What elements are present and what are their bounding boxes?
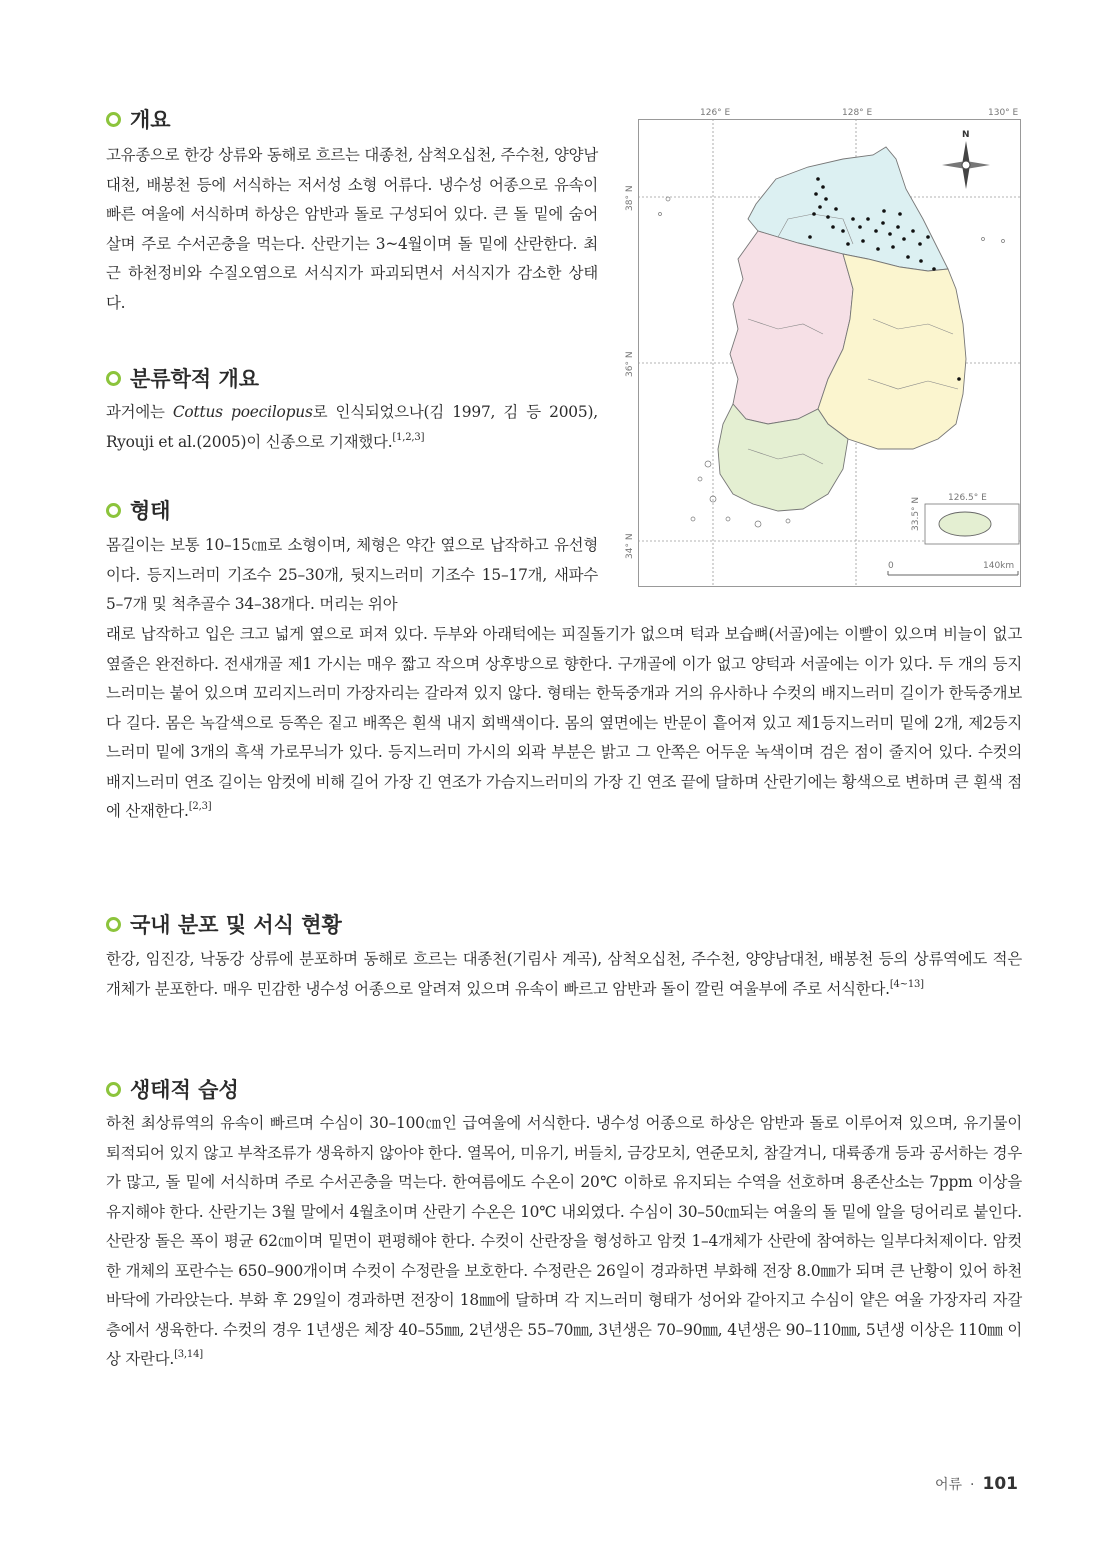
morphology-text: 래로 납작하고 입은 크고 넓게 옆으로 퍼져 있다. 두부와 아래턱에는 피질돌기가 없으며 턱과 보습뼈(서골)에는 이빨이 있으며 비늘이 없고 옆줄은 완전하다. 전새개골 제1 가시는 매우 짧고 작으며 상후방으로 향한다. 구개골에 이가 없고 양턱과 서골에는 이가 있다. 두 개의 등지느러미는 붙어 있으며 꼬리지느러미 가장자리는 갈라져 있지 않다. 형태는 한둑중개과 거의 유사하나 수컷의 배지느러미 길이가 한둑중개보다 길다. 몸은 녹갈색으로 등쪽은 짙고 배쪽은 흰색 내지 회백색이다. 몸의 옆면에는 반문이 흩어져 있고 제1등지느러미 밑에 2개, 제2등지느러미 밑에 3개의 흑색 가로무늬가 있다. 등지느러미 가시의 외곽 부분은 밝고 그 안쪽은 어두운 녹색이며 검은 점이 줄지어 있다. 수컷의 배지느러미 연조 길이는 암컷에 비해 길어 가장 긴 연조가 가슴지느러미의 가장 긴 연조 끝에 달하며 산란기에는 황색으로 변하며 큰 흰색 점에 산재한다.: [106, 625, 1022, 820]
inset-lon-label: 126.5° E: [948, 493, 987, 503]
distribution-paragraph: [106, 945, 1022, 1004]
bullet-icon: [106, 112, 121, 127]
bullet-icon: [106, 371, 121, 386]
heading-taxonomy-label: 분류학적 개요: [130, 367, 260, 391]
footer-separator: ·: [970, 1477, 975, 1493]
reference-marker: [3,14]: [174, 1349, 203, 1360]
jeju-island: [939, 512, 991, 536]
scale-end: 140km: [983, 561, 1015, 571]
bullet-icon: [106, 1082, 121, 1097]
lon-label-126: 126° E: [700, 108, 731, 118]
page-footer: [935, 1474, 1018, 1494]
morphology-paragraph-narrow: 몸길이는 보통 10–15㎝로 소형이며, 체형은 약간 옆으로 납작하고 유선형이다. 등지느러미 기조수 25–30개, 뒷지느러미 기조수 15–17개, 새파수 5–7개 및 척추골수 34–38개다. 머리는 위아: [106, 536, 598, 613]
heading-morphology-label: 형태: [130, 499, 171, 523]
lat-label-34: 34° N: [625, 533, 635, 559]
footer-section: 어류: [934, 1477, 963, 1493]
distribution-map: [625, 108, 1021, 587]
north-label: N: [962, 130, 970, 140]
heading-distribution: [106, 909, 342, 939]
morphology-paragraph-wide: [106, 620, 1022, 827]
species-name: Cottus poecilopus: [172, 403, 313, 421]
lat-label-36: 36° N: [625, 351, 635, 377]
heading-taxonomy: [106, 363, 259, 393]
taxonomy-text-before: 과거에는: [106, 403, 173, 421]
lat-label-38: 38° N: [625, 185, 635, 211]
heading-morphology: [106, 495, 171, 525]
taxonomy-text-after: 로 인식되었으나(김 1997, 김 등 2005), Ryouji et al.(2005)이 신종으로 기재했다.: [106, 403, 598, 451]
page-number: 101: [982, 1474, 1018, 1494]
heading-ecology: [106, 1074, 239, 1104]
scale-start: 0: [888, 561, 894, 571]
heading-overview: [106, 104, 171, 134]
taxonomy-paragraph: [106, 398, 598, 457]
heading-ecology-label: 생태적 습성: [130, 1078, 239, 1102]
heading-distribution-label: 국내 분포 및 서식 현황: [130, 913, 342, 937]
reference-marker: [1,2,3]: [392, 431, 425, 443]
lon-label-130: 130° E: [988, 108, 1019, 118]
bullet-icon: [106, 917, 121, 932]
inset-lat-label: 33.5° N: [911, 496, 921, 531]
distribution-text: 한강, 임진강, 낙동강 상류에 분포하며 동해로 흐르는 대종천(기림사 계곡), 삼척오십천, 주수천, 양양남대천, 배봉천 등의 상류역에도 적은 개체가 분포한다. 매우 민감한 냉수성 어종으로 알려져 있으며 유속이 빠르고 암반과 돌이 깔린 여울부에 주로 서식한다.: [106, 950, 1022, 998]
ecology-paragraph: [106, 1109, 1022, 1375]
reference-marker: [4~13]: [889, 978, 924, 990]
ecology-text: 하천 최상류역의 유속이 빠르며 수심이 30–100㎝인 급여울에 서식한다. 냉수성 어종으로 하상은 암반과 돌로 이루어져 있으며, 유기물이 퇴적되어 있지 않고 부착조류가 생육하지 않아야 한다. 열목어, 미유기, 버들치, 금강모치, 연준모치, 참갈겨니, 대륙종개 등과 공서하는 경우가 많고, 돌 밑에 서식하며 주로 수서곤충을 먹는다. 한여름에도 수온이 20℃ 이하로 유지되는 수역을 선호하며 용존산소는 7ppm 이상을 유지해야 한다. 산란기는 3월 말에서 4월초이며 산란기 수온은 10℃ 내외였다. 수심이 30–50㎝되는 여울의 돌 밑에 알을 덩어리로 붙인다. 산란장 돌은 폭이 평균 62㎝이며 밑면이 편평해야 한다. 수컷이 산란장을 형성하고 암컷 1–4개체가 산란에 참여하는 일부다처제이다. 암컷 한 개체의 포란수는 650–900개이며 수컷이 수정란을 보호한다. 수정란은 26일이 경과하면 부화해 전장 8.0㎜가 되며 큰 난황이 있어 하천 바닥에 가라앉는다. 부화 후 29일이 경과하면 전장이 18㎜에 달하며 각 지느러미 형태가 성어와 같아지고 수심이 얕은 여울 가장자리 자갈층에서 생육한다. 수컷의 경우 1년생은 체장 40–55㎜, 2년생은 55–70㎜, 3년생은 70–90㎜, 4년생은 90–110㎜, 5년생 이상은 110㎜ 이상 자란다.: [106, 1114, 1022, 1368]
heading-overview-label: 개요: [130, 108, 171, 132]
reference-marker: [2,3]: [188, 801, 212, 812]
bullet-icon: [106, 503, 121, 518]
lon-label-128: 128° E: [842, 108, 873, 118]
overview-paragraph: 고유종으로 한강 상류와 동해로 흐르는 대종천, 삼척오십천, 주수천, 양양남대천, 배봉천 등에 서식하는 저서성 소형 어류다. 냉수성 어종으로 유속이 빠른 여울에 서식하며 하상은 암반과 돌로 구성되어 있다. 큰 돌 밑에 숨어 살며 주로 수서곤충을 먹는다. 산란기는 3~4월이며 돌 밑에 산란한다. 최근 하천정비와 수질오염으로 서식지가 파괴되면서 서식지가 감소한 상태다.: [106, 146, 598, 312]
